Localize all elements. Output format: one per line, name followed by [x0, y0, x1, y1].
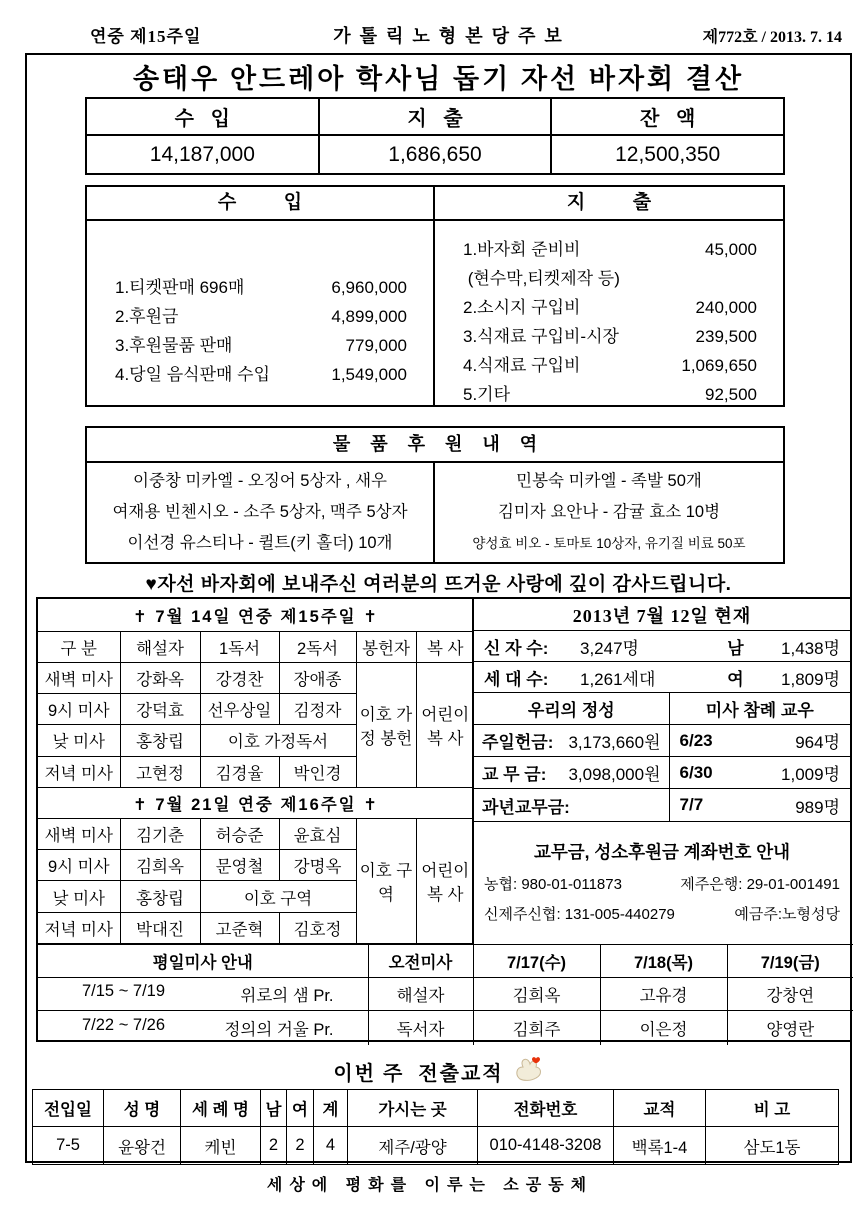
minister-name: 김경율 — [200, 756, 279, 787]
minister-name: 허승준 — [200, 819, 279, 850]
offering-label: 과년교무금: — [482, 797, 570, 817]
weekly-ministers-table — [38, 599, 474, 944]
offering-attendance-header-row — [474, 693, 850, 725]
mass-label: 9시 미사 — [38, 850, 120, 881]
stats-households-row — [474, 662, 850, 693]
minister-name: 김호정 — [279, 912, 356, 943]
transfer-col-header: 교적 — [614, 1090, 706, 1127]
day-header: 7/18(목) — [600, 945, 727, 978]
account-line — [482, 903, 842, 924]
offering-row — [474, 789, 850, 822]
week2-row-dawn — [38, 819, 474, 850]
week1-column-header-row — [38, 631, 474, 662]
account-number: 농협: 980-01-011873 — [484, 875, 622, 893]
income-item — [87, 302, 433, 331]
transfer-col-header: 계 — [314, 1090, 348, 1127]
income-item-amount: 6,960,000 — [331, 278, 407, 297]
donations-header: 물 품 후 원 내 역 — [87, 428, 783, 463]
income-item-label: 3.후원물품 판매 — [115, 336, 233, 355]
col-header-server: 복 사 — [416, 631, 474, 662]
masthead-issue-date: 제772호 / 2013. 7. 14 — [702, 29, 842, 46]
transfer-col-header: 전입일 — [33, 1090, 104, 1127]
minister-name: 문영철 — [200, 850, 279, 881]
expense-item-amount: 92,500 — [705, 385, 757, 404]
stat-value: 1,438명 — [781, 638, 840, 658]
week2-offertory-cell: 이호 구역 — [356, 819, 416, 944]
col-header-offertory: 봉헌자 — [356, 631, 416, 662]
attendance-date: 6/23 — [679, 730, 713, 750]
summary-header-balance: 잔 액 — [551, 98, 784, 135]
minister-name: 강경찬 — [200, 662, 279, 693]
expense-item-label: 2.소시지 구입비 — [463, 298, 581, 317]
expense-item-label: 1.바자회 준비비 — [463, 240, 581, 259]
minister-name: 강화옥 — [120, 662, 200, 693]
minister-name: 강명옥 — [279, 850, 356, 881]
attendance-count: 964명 — [795, 733, 840, 752]
minister-name: 이호 구역 — [200, 881, 356, 912]
expense-item-amount: 240,000 — [695, 298, 757, 317]
minister-name: 이호 가정독서 — [200, 725, 356, 756]
stat-value: 1,261세대 — [580, 669, 656, 689]
minister-name: 고준혁 — [200, 912, 279, 943]
transfer-cell: 윤왕건 — [104, 1127, 181, 1165]
donation-entry: 이중창 미카엘 - 오징어 5상자 , 새우 — [133, 472, 387, 490]
weekday-mass-table — [38, 944, 853, 1045]
week1-offertory-cell: 이호 가정 봉헌 — [356, 662, 416, 787]
expense-item-amount: 1,069,650 — [681, 356, 757, 375]
stats-as-of-date: 2013년 7월 12일 현재 — [474, 599, 850, 631]
expense-item — [435, 293, 783, 322]
day-header: 7/19(금) — [727, 945, 853, 978]
mass-label: 새벽 미사 — [38, 662, 120, 693]
account-number: 제주은행: 29-01-001491 — [680, 875, 840, 893]
mass-schedule-block — [36, 597, 852, 1042]
transfer-col-header: 가시는 곳 — [348, 1090, 478, 1127]
income-item — [87, 360, 433, 389]
minister-name: 강덕효 — [120, 694, 200, 725]
attendance-date: 6/30 — [679, 762, 713, 782]
expense-item — [435, 380, 783, 409]
transfer-header-row — [33, 1090, 839, 1127]
account-number: 신제주신협: 131-005-440279 — [484, 905, 675, 923]
summary-header-income: 수 입 — [86, 98, 319, 135]
transfer-cell: 제주/광양 — [348, 1127, 478, 1165]
weekday-period: 7/15 ~ 7/19 — [82, 982, 166, 1000]
week1-title: ✝ 7월 14일 연중 제15주일 ✝ — [38, 599, 474, 631]
donations-table — [85, 426, 785, 564]
stat-label: 신 자 수: — [484, 638, 549, 658]
weekday-period: 7/22 ~ 7/26 — [82, 1015, 166, 1034]
minister-name: 고현정 — [120, 756, 200, 787]
masthead — [28, 22, 848, 48]
income-column — [87, 187, 435, 405]
week2-title: ✝ 7월 21일 연중 제16주일 ✝ — [38, 787, 474, 818]
weekday-row — [38, 1011, 853, 1045]
col-header-reading2: 2독서 — [279, 631, 356, 662]
summary-expense-value: 1,686,650 — [319, 135, 552, 174]
weekday-role: 해설자 — [368, 978, 473, 1011]
income-item-label: 1.티켓판매 696매 — [115, 278, 245, 297]
thanks-message: ♥자선 바자회에 보내주신 여러분의 뜨거운 사랑에 깊이 감사드립니다. — [145, 574, 732, 595]
offering-label: 교 무 금: — [482, 765, 547, 784]
income-item-label: 4.당일 음식판매 수입 — [115, 365, 270, 384]
transfer-cell: 7-5 — [33, 1127, 104, 1165]
weekday-header: 평일미사 안내 — [38, 945, 368, 978]
transfer-col-header: 성 명 — [104, 1090, 181, 1127]
mass-label: 낮 미사 — [38, 725, 120, 756]
donation-entry: 이선경 유스티나 - 퀼트(키 홀더) 10개 — [127, 534, 393, 552]
income-item-amount: 779,000 — [345, 336, 407, 355]
stat-value: 1,809명 — [781, 669, 840, 689]
expense-header: 지 출 — [435, 187, 783, 221]
transfer-data-row — [33, 1127, 839, 1165]
transfer-cell: 2 — [287, 1127, 314, 1165]
minister-name: 홍창립 — [120, 881, 200, 912]
transfer-cell: 삼도1동 — [706, 1127, 839, 1165]
income-item-amount: 1,549,000 — [331, 365, 407, 384]
col-header-commentator: 해설자 — [120, 631, 200, 662]
weekday-mass-name: 위로의 샘 Pr. — [240, 987, 334, 1005]
account-holder: 예금주:노형성당 — [734, 905, 840, 923]
donations-body — [87, 463, 783, 562]
expense-item-amount — [620, 264, 757, 293]
stat-value: 3,247명 — [580, 638, 639, 658]
minister-name: 김희주 — [473, 1011, 600, 1045]
minister-name: 장애종 — [279, 662, 356, 693]
donation-entry: 김미자 요안나 - 감귤 효소 10병 — [497, 503, 721, 521]
transfer-cell: 4 — [314, 1127, 348, 1165]
offering-label: 주일헌금: — [482, 733, 554, 752]
attendance-count: 989명 — [795, 797, 840, 817]
income-item-label: 2.후원금 — [115, 307, 179, 326]
page-title: 송태우 안드레아 학사님 돕기 자선 바자회 결산 — [132, 64, 745, 94]
col-header-reading1: 1독서 — [200, 631, 279, 662]
offering-value: 3,173,660원 — [568, 733, 661, 752]
expense-item — [435, 235, 783, 264]
stat-label: 여 — [727, 669, 744, 689]
footer-motto: 세상에 평화를 이루는 소공동체 — [266, 1177, 594, 1194]
expense-item-amount: 45,000 — [705, 240, 757, 259]
attendance-date: 7/7 — [679, 795, 704, 814]
expense-list — [435, 221, 783, 417]
offering-value: 3,098,000원 — [568, 765, 661, 784]
mass-label: 저녁 미사 — [38, 756, 120, 787]
expense-item — [435, 264, 783, 293]
transfer-cell: 010-4148-3208 — [478, 1127, 614, 1165]
transfer-col-header: 여 — [287, 1090, 314, 1127]
income-expense-table — [85, 185, 785, 407]
transfer-title: 이번 주 전출교적 — [333, 1062, 504, 1085]
week1-row-dawn — [38, 662, 474, 693]
account-line — [482, 873, 842, 894]
transfer-table — [32, 1089, 839, 1165]
minister-name: 김희옥 — [120, 850, 200, 881]
bulletin-border-box — [25, 53, 852, 1163]
transfer-col-header: 전화번호 — [478, 1090, 614, 1127]
stat-label: 남 — [727, 638, 744, 658]
weekday-role: 독서자 — [368, 1011, 473, 1045]
minister-name: 박인경 — [279, 756, 356, 787]
minister-name: 선우상일 — [200, 694, 279, 725]
minister-name: 김희옥 — [473, 978, 600, 1011]
summary-header-row — [86, 98, 784, 135]
transfer-col-header: 세 례 명 — [181, 1090, 261, 1127]
expense-item — [435, 351, 783, 380]
income-header: 수 입 — [87, 187, 433, 221]
expense-column — [435, 187, 783, 405]
parish-stats-panel — [474, 599, 850, 944]
masthead-week-label: 연중 제15주일 — [90, 27, 202, 46]
expense-item-label: 4.식재료 구입비 — [463, 356, 581, 375]
masthead-bulletin-name: 가톨릭노형본당주보 — [333, 26, 571, 46]
income-list — [87, 221, 433, 405]
transfer-cell: 백록1-4 — [614, 1127, 706, 1165]
transfer-section-heading — [27, 1055, 850, 1087]
transfer-cell: 케빈 — [181, 1127, 261, 1165]
minister-name: 강창연 — [727, 978, 853, 1011]
income-item — [87, 331, 433, 360]
mass-label: 낮 미사 — [38, 881, 120, 912]
donations-left-column — [87, 463, 435, 562]
mass-label: 저녁 미사 — [38, 912, 120, 943]
weekday-header-row — [38, 945, 853, 978]
transfer-col-header: 비 고 — [706, 1090, 839, 1127]
attendance-count: 1,009명 — [781, 765, 840, 784]
transfer-col-header: 남 — [261, 1090, 287, 1127]
stats-believers-row — [474, 631, 850, 662]
minister-name: 이은정 — [600, 1011, 727, 1045]
summary-income-value: 14,187,000 — [86, 135, 319, 174]
minister-name: 홍창립 — [120, 725, 200, 756]
mass-label: 새벽 미사 — [38, 819, 120, 850]
weekly-ministers-panel — [38, 599, 474, 944]
weekday-mass-name: 정의의 거울 Pr. — [224, 1020, 334, 1039]
expense-item — [435, 322, 783, 351]
minister-name: 고유경 — [600, 978, 727, 1011]
expense-item-amount: 239,500 — [695, 327, 757, 346]
week2-server-cell: 어린이 복 사 — [416, 819, 474, 944]
attendance-header: 미사 참례 교우 — [705, 701, 814, 720]
account-info-title: 교무금, 성소후원금 계좌번호 안내 — [533, 841, 791, 862]
dove-icon — [514, 1055, 544, 1087]
mass-label: 9시 미사 — [38, 694, 120, 725]
day-header: 7/17(수) — [473, 945, 600, 978]
summary-balance-value: 12,500,350 — [551, 135, 784, 174]
schedule-panels — [38, 599, 850, 944]
transfer-cell: 2 — [261, 1127, 287, 1165]
minister-name: 김기춘 — [120, 819, 200, 850]
donations-right-column — [435, 463, 783, 562]
bazaar-summary-table — [85, 97, 785, 175]
donation-entry: 민봉숙 미카엘 - 족발 50개 — [516, 472, 702, 490]
minister-name: 양영란 — [727, 1011, 853, 1045]
offering-header: 우리의 정성 — [474, 693, 670, 724]
income-item-amount: 4,899,000 — [331, 307, 407, 326]
account-info-block — [474, 822, 850, 944]
week1-server-cell: 어린이 복 사 — [416, 662, 474, 787]
summary-value-row — [86, 135, 784, 174]
offering-row — [474, 725, 850, 757]
stat-label: 세 대 수: — [484, 669, 549, 689]
morning-mass-header: 오전미사 — [368, 945, 473, 978]
minister-name: 김정자 — [279, 694, 356, 725]
income-item — [87, 273, 433, 302]
weekday-row — [38, 978, 853, 1011]
col-header-category: 구 분 — [38, 631, 120, 662]
expense-item-label: 3.식재료 구입비-시장 — [463, 327, 619, 346]
minister-name: 박대진 — [120, 912, 200, 943]
donation-entry: 여재용 빈첸시오 - 소주 5상자, 맥주 5상자 — [112, 503, 408, 521]
summary-header-expense: 지 출 — [319, 98, 552, 135]
expense-item-label: 5.기타 — [463, 385, 511, 404]
expense-item-label: (현수막,티켓제작 등) — [463, 269, 620, 288]
donation-entry: 양성효 비오 - 토마토 10상자, 유기질 비료 50포 — [472, 536, 746, 551]
minister-name: 윤효심 — [279, 819, 356, 850]
offering-row — [474, 757, 850, 789]
